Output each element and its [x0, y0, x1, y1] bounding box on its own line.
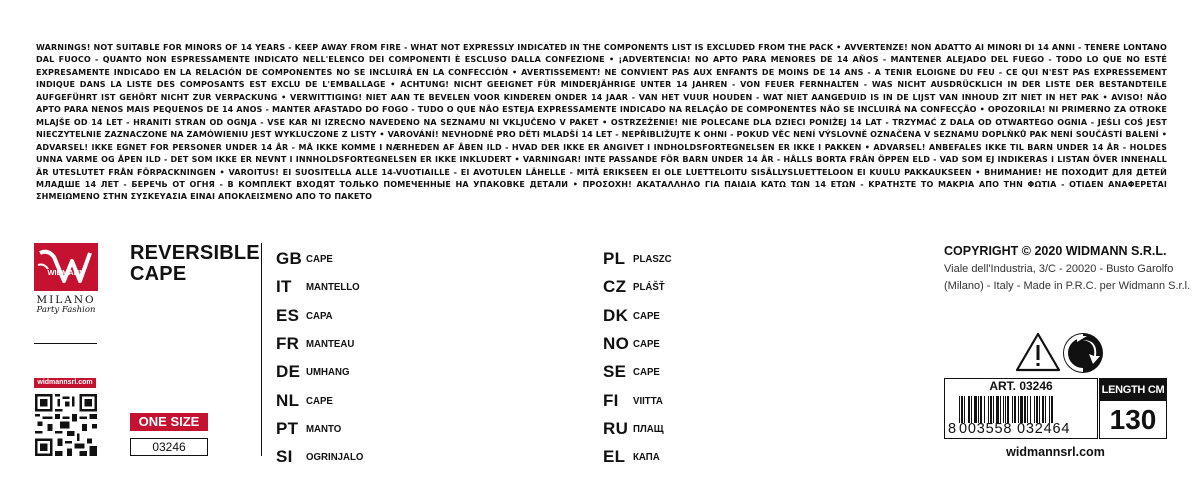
barcode-bar	[1000, 396, 1001, 423]
language-code: SI	[276, 447, 293, 467]
address-line1: Viale dell'Industria, 3/C - 20020 - Busto Garolfo	[944, 263, 1174, 275]
translated-word: CAPE	[633, 366, 660, 379]
ean-first-digit: 8	[948, 421, 957, 437]
barcode-bar	[1007, 396, 1009, 423]
translated-word: VIITTA	[633, 394, 663, 407]
barcode-bar	[1027, 396, 1028, 423]
barcode-bar	[971, 396, 972, 423]
translation-row	[276, 443, 368, 471]
translated-word: ПЛАЩ	[633, 422, 664, 435]
translation-row	[276, 330, 368, 358]
article-number: ART. 03246	[989, 379, 1053, 393]
barcode-bar	[1014, 396, 1016, 423]
translations-right	[603, 245, 675, 471]
translation-row	[276, 358, 368, 386]
barcode-bar	[993, 396, 994, 423]
translation-row	[603, 358, 675, 386]
website-text: widmannsrl.com	[1006, 445, 1105, 459]
language-code: DK	[603, 305, 629, 325]
barcode-bar	[1012, 396, 1013, 423]
address-line2: (Milano) - Italy - Made in P.R.C. per Widmann S.r.l.	[944, 280, 1191, 292]
barcode-bar	[1049, 396, 1050, 423]
barcode-bar	[1018, 396, 1019, 423]
barcode-bar	[974, 396, 977, 423]
length-box	[1099, 378, 1167, 439]
copyright-text: COPYRIGHT © 2020 WIDMANN S.R.L.	[944, 244, 1167, 258]
language-code: FR	[276, 334, 300, 354]
size-badge: ONE SIZE	[130, 413, 208, 431]
warning-triangle-icon	[1015, 332, 1061, 372]
language-code: EL	[603, 447, 626, 467]
barcode-bar	[964, 396, 965, 423]
barcode-bar	[984, 396, 985, 423]
qr-code-icon	[35, 394, 97, 456]
translation-row	[276, 273, 368, 301]
warning-text: WARNINGS! NOT SUITABLE FOR MINORS OF 14 YEARS - KEEP AWAY FROM FIRE - WHAT NOT EXPRESSLY INDICATED IN THE COMPONENTS LIST IS EXCLUDED FROM THE PACK • AVVERTENZE! NON ADATTO AI MINORI DI 14 ANNI - TENERE LONTANO DAL FUOCO - QUANTO NON ESPRESSAMENTE INDICATO NELL'ELENCO DEI COMPONENTI È ESCLUSO DALLA CONFEZIONE • ¡ADVERTENCIA! NO APTO PARA MENORES DE 14 AÑOS - MANTENER ALEJADO DEL FUEGO - TODO LO QUE NO ESTÉ EXPRESAMENTE INDICADO EN LA RELACIÓN DE COMPONENTES NO SE INCLUIRÁ EN LA CONFECCIÓN • AVERTISSEMENT! NE CONVIENT PAS AUX ENFANTS DE MOINS DE 14 ANS - A TENIR ELOIGNE DU FEU - CE QUI N'EST PAS EXPRESSEMENT INDIQUE DANS LA LISTE DES COMPOSANTS EST EXCLU DE L'EMBALLAGE • ACHTUNG! NICHT GEEIGNET FÜR MINDERJÄHRIGE UNTER 14 JAHREN - VON FEUER FERNHALTEN - WAS NICHT AUSDRÜCKLICH IN DER LISTE DER BESTANDTEILE AUFGEFÜHRT IST GEHÖRT NICHT ZUR VERPACKUNG • VERWITTIGING! NIET AAN TE BEVELEN VOOR KINDEREN ONDER 14 JAAR - VAN HET VUUR HOUDEN - WAT NIET AANGEDUID IS IN DE LIJST VAN INHOUD ZIT NIET IN HET PAK • AVISO! NÃO APTO PARA NENOS MAIS PEQUENOS DE 14 ANOS - MANTER AFASTADO DO FOGO - TUDO O QUE NÃO ESTEJA EXPRESSAMENTE INDICADO NA RELAÇÃO DE COMPONENTES NÃO SE INCLUIRÁ NA CONFECÇÃO • OPOZORILA! NI PRIMERNO ZA OTROKE MLAJŠE OD 14 LET - HRANITI STRAN OD OGNJA - VSE KAR NI IZRECNO NAVEDENO NA SEZNAMU NI VKLJUČENO V PAKET • OSTRZEŻENIE! NIE POLECANE DLA DZIECI PONIŻEJ 14 LAT - TRZYMAĆ Z DALA OD OTWARTEGO OGNIA - JEŚLI COŚ JEST NIECZYTELNIE ZAZNACZONE NA ZAMÓWIENIU JEST WYKLUCZONE Z LISTY • VAROVÁNÍ! NEVHODNÉ PRO DĚTI MLADŠÍ 14 LET - NEPŘIBLIŽUJTE K OHNI - POKUD VĚC NENÍ VÝSLOVNĚ OZNAČENA V SEZNAMU DOPLŇKŮ PAK NENÍ SOUČÁSTÍ BALENÍ • ADVARSEL! IKKE EGNET FOR PERSONER UNDER 14 ÅR - MÅ IKKE KOMME I NÆRHEDEN AF ÅBEN ILD - HVAD DER IKKE ER ANGIVET I INDHOLDSFORTEGNELSEN ER IKKE I PAKKEN • ADVARSEL! ANBEFALES IKKE TIL BARN UNDER 14 ÅR - HOLDES UNNA VARME OG ÅPEN ILD - DET SOM IKKE ER NEVNT I INNHOLDSFORTEGNELSEN ER IKKE INKLUDERT • VARNINGAR! INTE PASSANDE FÖR BARN UNDER 14 ÅR - HÅLLS BORTA FRÅN ÖPPEN ELD - VAD SOM EJ INDIKERAS I LISTAN ÖVER INNEHALL ÄR UTESLUTET FRÅN FÖRPACKNINGEN • VAROITUS! EI SUOSITELLA ALLE 14-VUOTIAILLE - EI AVOTULEN LÄHELLE - MITÄ ERIKSEEN EI OLE LUETTELOITU SISÄLLYSLUETTELOON EI KUULU PAKKAUKSEEN • ВНИМАНИЕ! НЕ ПОХОДИТ ДЛЯ ДЕТЕЙ МЛАДШЕ 14 ЛЕТ - БЕРЕЧЬ ОТ ОГНЯ - В КОМПЛЕКТ ВХОДЯТ ТОЛЬКО ПОМЕЧЕННЫЕ НА УПАКОВКЕ ДЕТАЛИ • ΠΡΟΣΟΧΗ! ΑΚΑΤΑΛΛΗΛΟ ΓΙΑ ΠΑΙΔΙΑ ΚΑΤΩ ΤΩΝ 14 ΕΤΩΝ - ΚΡΑΤΗΣΤΕ ΤΟ ΜΑΚΡΙΑ ΑΠΟ ΤΗΝ ΦΩΤΙΑ - ΟΤΙΔΕΝ ΑΝΑΦΕΡΕΤΑΙ ΣΗΜΕΙΩΜΕΝΟ ΣΤΗΝ ΣΥΣΚΕΥΑΣΙΑ ΕΙΝΑΙ ΑΠΟΚΛΕΙΣΜΕΝΟ ΑΠΟ ΤΟ ΠΑΚΕΤΟ	[36, 43, 1167, 202]
product-title	[130, 243, 260, 285]
language-code: CZ	[603, 277, 627, 297]
language-code: PL	[603, 249, 626, 269]
translation-row	[603, 273, 675, 301]
logo-divider	[34, 343, 97, 344]
translation-row	[276, 245, 368, 273]
length-value: 130	[1109, 404, 1157, 435]
barcode-bar	[1034, 396, 1035, 423]
language-code: DE	[276, 362, 301, 382]
web-badge: widmannsrl.com	[34, 378, 96, 388]
translation-row	[276, 415, 368, 443]
svg-text:WIDMANN: WIDMANN	[47, 268, 85, 277]
brand-city: MILANO	[36, 294, 96, 306]
barcode-bar	[996, 396, 999, 423]
translated-word: MANTO	[306, 422, 342, 435]
translation-row	[276, 386, 368, 414]
translated-word: MANTEAU	[306, 338, 355, 351]
barcode-bar	[1039, 396, 1040, 423]
barcode-bar	[978, 396, 979, 423]
language-code: RU	[603, 418, 629, 438]
green-dot-recycle-icon	[1062, 332, 1104, 374]
length-label: LENGTH CM	[1100, 379, 1166, 401]
translated-word: OGRINJALO	[306, 451, 364, 464]
translated-word: CAPE	[633, 338, 660, 351]
language-code: SE	[603, 362, 627, 382]
language-code: NO	[603, 334, 630, 354]
brand-tagline: Party Fashion	[36, 305, 96, 315]
translated-word: MANTELLO	[306, 281, 360, 294]
language-code: FI	[603, 390, 619, 410]
ean-digits: 003558 032464	[959, 421, 1071, 437]
translated-word: UMHANG	[306, 366, 350, 379]
translation-row	[603, 415, 675, 443]
column-divider	[261, 243, 262, 456]
product-code: 03246	[130, 438, 208, 456]
barcode-bar	[1024, 396, 1026, 423]
translated-word: PLASZC	[633, 253, 672, 266]
barcode-bar	[1003, 396, 1004, 423]
barcode-bar	[980, 396, 982, 423]
barcode-bar	[1005, 396, 1006, 423]
language-code: NL	[276, 390, 300, 410]
translation-row	[276, 302, 368, 330]
translation-row	[603, 443, 675, 471]
product-title-line2: CAPE	[130, 263, 187, 285]
translated-word: CAPE	[306, 253, 333, 266]
barcode-icon	[959, 396, 1089, 423]
barcode-bar	[1051, 396, 1053, 423]
barcode-bar	[1045, 396, 1046, 423]
translated-word: CAPE	[306, 394, 333, 407]
barcode-bar	[1030, 396, 1031, 423]
barcode-bar	[990, 396, 992, 423]
barcode-box	[944, 378, 1098, 439]
translated-word: КАПА	[633, 451, 660, 464]
language-code: ES	[276, 305, 300, 325]
translated-word: CAPA	[306, 309, 333, 322]
barcode-bar	[1036, 396, 1038, 423]
barcode-bar	[1020, 396, 1023, 423]
language-code: PT	[276, 418, 299, 438]
translation-row	[603, 245, 675, 273]
language-code: IT	[276, 277, 292, 297]
barcode-bar	[968, 396, 970, 423]
language-code: GB	[276, 249, 303, 269]
translated-word: CAPE	[633, 309, 660, 322]
translation-row	[603, 330, 675, 358]
translated-word: PLÁŠŤ	[633, 281, 665, 294]
barcode-bar	[959, 396, 960, 423]
barcode-bar	[1042, 396, 1044, 423]
product-title-line1: REVERSIBLE	[130, 242, 260, 264]
barcode-bar	[988, 396, 989, 423]
barcode-bar	[961, 396, 963, 423]
translations-left	[276, 245, 368, 471]
translation-row	[603, 386, 675, 414]
translation-row	[603, 302, 675, 330]
